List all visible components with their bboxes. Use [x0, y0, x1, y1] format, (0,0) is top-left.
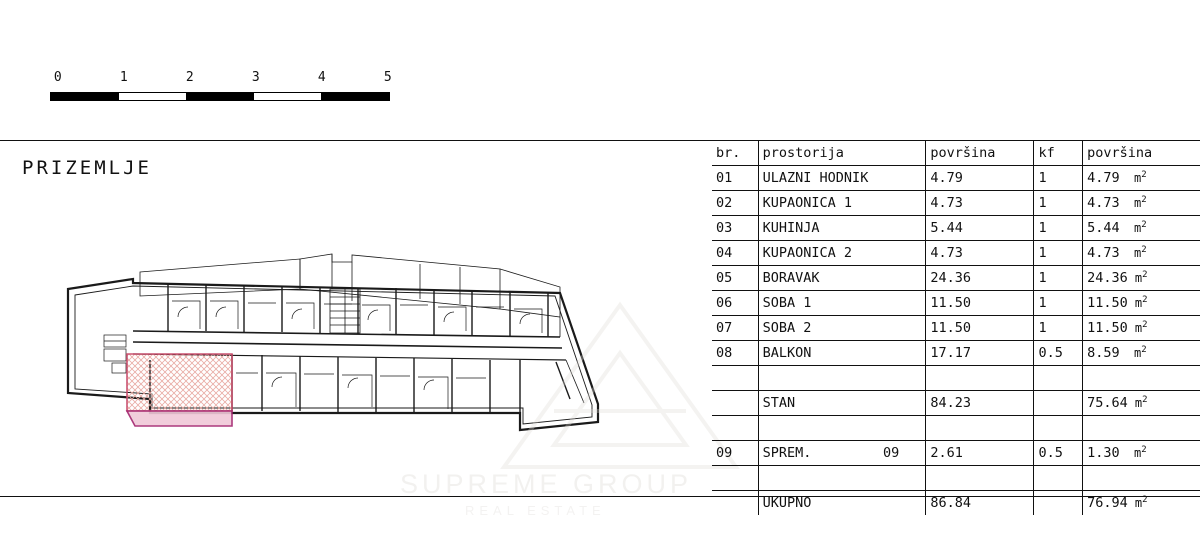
cell-total: [1083, 491, 1200, 516]
cell-br: 01: [712, 166, 758, 191]
cell-total-value: 5.44: [1087, 220, 1120, 236]
cell-total: [1083, 391, 1200, 416]
cell-kf: 1: [1034, 191, 1083, 216]
cell-total: [1083, 291, 1200, 316]
scale-bar-labels: [50, 70, 393, 88]
highlighted-apartment: [127, 354, 232, 426]
cell-empty: [758, 416, 926, 441]
cell-area: 24.36: [926, 266, 1034, 291]
cell-br: [712, 491, 758, 516]
table-row: [712, 266, 1200, 291]
header-br: br.: [712, 141, 758, 166]
scale-segment: [186, 93, 254, 100]
cell-room: KUHINJA: [758, 216, 926, 241]
cell-area: 5.44: [926, 216, 1034, 241]
cell-total: [1083, 266, 1200, 291]
cell-area: 11.50: [926, 291, 1034, 316]
cell-total-value: 4.73: [1087, 245, 1120, 261]
cell-total: [1083, 191, 1200, 216]
table-row: [712, 216, 1200, 241]
cell-kf: 1: [1034, 316, 1083, 341]
cell-br: 09: [712, 441, 758, 466]
cell-total: [1083, 441, 1200, 466]
scale-label-3: 3: [251, 70, 261, 85]
scale-segment: [119, 93, 187, 100]
cell-empty: [758, 466, 926, 491]
cell-room-inner: [763, 445, 922, 461]
cell-kf: 0.5: [1034, 341, 1083, 366]
cell-total-value: 11.50: [1087, 295, 1128, 311]
cell-total: [1083, 341, 1200, 366]
scale-label-5: 5: [383, 70, 393, 85]
table-spacer-row: [712, 466, 1200, 491]
floor-plan-drawing: [0, 141, 712, 496]
cell-kf: 0.5: [1034, 441, 1083, 466]
unit-label: $m^2$: [1119, 445, 1147, 460]
cell-kf: 1: [1034, 166, 1083, 191]
unit-label: $m^2$: [1127, 395, 1148, 410]
table-spacer-row: [712, 416, 1200, 441]
cell-empty: [758, 366, 926, 391]
cell-br: 08: [712, 341, 758, 366]
unit-label: $m^2$: [1119, 195, 1147, 210]
unit-label: $m^2$: [1127, 495, 1148, 510]
scale-bar-segments: [50, 92, 390, 101]
header-room: prostorija: [758, 141, 926, 166]
cell-room: SOBA 1: [758, 291, 926, 316]
cell-kf: [1034, 491, 1083, 516]
scale-segment: [321, 93, 389, 100]
cell-area: 11.50: [926, 316, 1034, 341]
unit-label: $m^2$: [1127, 270, 1148, 285]
room-schedule-table: [712, 141, 1200, 511]
cell-empty: [926, 366, 1034, 391]
cell-empty: [926, 466, 1034, 491]
table-summary-row-ukupno: [712, 491, 1200, 516]
cell-total-value: 8.59: [1087, 345, 1120, 361]
cell-total: [1083, 216, 1200, 241]
cell-empty: [1034, 466, 1083, 491]
cell-total-value: 11.50: [1087, 320, 1128, 336]
cell-empty: [712, 416, 758, 441]
unit-label: $m^2$: [1119, 245, 1147, 260]
table-header-row: [712, 141, 1200, 166]
table-summary-row-stan: [712, 391, 1200, 416]
table-spacer-row: [712, 366, 1200, 391]
cell-empty: [1083, 366, 1200, 391]
unit-label: $m^2$: [1119, 170, 1147, 185]
cell-area: 17.17: [926, 341, 1034, 366]
scale-label-1: 1: [119, 70, 129, 85]
scale-segment: [51, 93, 119, 100]
cell-br: 03: [712, 216, 758, 241]
cell-area: 2.61: [926, 441, 1034, 466]
cell-empty: [1083, 416, 1200, 441]
scale-label-2: 2: [185, 70, 195, 85]
cell-br: 02: [712, 191, 758, 216]
cell-total-value: 4.79: [1087, 170, 1120, 186]
cell-room: BALKON: [758, 341, 926, 366]
cell-empty: [1083, 466, 1200, 491]
cell-room: ULAZNI HODNIK: [758, 166, 926, 191]
cell-empty: [712, 366, 758, 391]
cell-br: 05: [712, 266, 758, 291]
cell-kf: [1034, 391, 1083, 416]
table-row: [712, 291, 1200, 316]
cell-br: 06: [712, 291, 758, 316]
cell-kf: 1: [1034, 291, 1083, 316]
cell-total-value: 24.36: [1087, 270, 1128, 286]
cell-br: 07: [712, 316, 758, 341]
cell-total-value: 1.30: [1087, 445, 1120, 461]
table-row: [712, 166, 1200, 191]
table-row: [712, 241, 1200, 266]
cell-total-value: 75.64: [1087, 395, 1128, 411]
cell-area: 4.73: [926, 241, 1034, 266]
watermark-text: SUPREME GROUP: [400, 469, 693, 499]
watermark-subtext: REAL ESTATE: [465, 503, 606, 518]
cell-total: [1083, 166, 1200, 191]
header-area: površina: [926, 141, 1034, 166]
cell-room-number: 09: [883, 445, 900, 461]
cell-total-value: 76.94: [1087, 495, 1128, 511]
unit-label: $m^2$: [1127, 295, 1148, 310]
cell-room: STAN: [758, 391, 926, 416]
cell-empty: [1034, 366, 1083, 391]
table-row: [712, 341, 1200, 366]
cell-kf: 1: [1034, 241, 1083, 266]
cell-empty: [1034, 416, 1083, 441]
cell-area: 4.73: [926, 191, 1034, 216]
header-area2: površina: [1083, 141, 1200, 166]
cell-room: SOBA 2: [758, 316, 926, 341]
cell-empty: [926, 416, 1034, 441]
unit-label: $m^2$: [1119, 220, 1147, 235]
cell-area: 86.84: [926, 491, 1034, 516]
scale-label-4: 4: [317, 70, 327, 85]
cell-empty: [712, 466, 758, 491]
cell-room: KUPAONICA 1: [758, 191, 926, 216]
cell-room-label: SPREM.: [762, 445, 812, 461]
cell-kf: 1: [1034, 266, 1083, 291]
cell-total: [1083, 316, 1200, 341]
cell-area: 84.23: [926, 391, 1034, 416]
cell-br: 04: [712, 241, 758, 266]
floor-plan-panel: [0, 141, 712, 518]
page-title: PRIZEMLJE: [22, 157, 152, 179]
cell-br: [712, 391, 758, 416]
scale-bar: [50, 70, 393, 110]
cell-kf: 1: [1034, 216, 1083, 241]
table-row: [712, 316, 1200, 341]
cell-room: [758, 441, 926, 466]
cell-total-value: 4.73: [1087, 195, 1120, 211]
unit-label: $m^2$: [1119, 345, 1147, 360]
scale-label-0: 0: [53, 70, 63, 85]
cell-room: KUPAONICA 2: [758, 241, 926, 266]
scale-segment: [254, 93, 322, 100]
cell-area: 4.79: [926, 166, 1034, 191]
table-row: [712, 191, 1200, 216]
cell-room: BORAVAK: [758, 266, 926, 291]
table-row-sprem: [712, 441, 1200, 466]
cell-total: [1083, 241, 1200, 266]
header-kf: kf: [1034, 141, 1083, 166]
cell-room: UKUPNO: [758, 491, 926, 516]
unit-label: $m^2$: [1127, 320, 1148, 335]
